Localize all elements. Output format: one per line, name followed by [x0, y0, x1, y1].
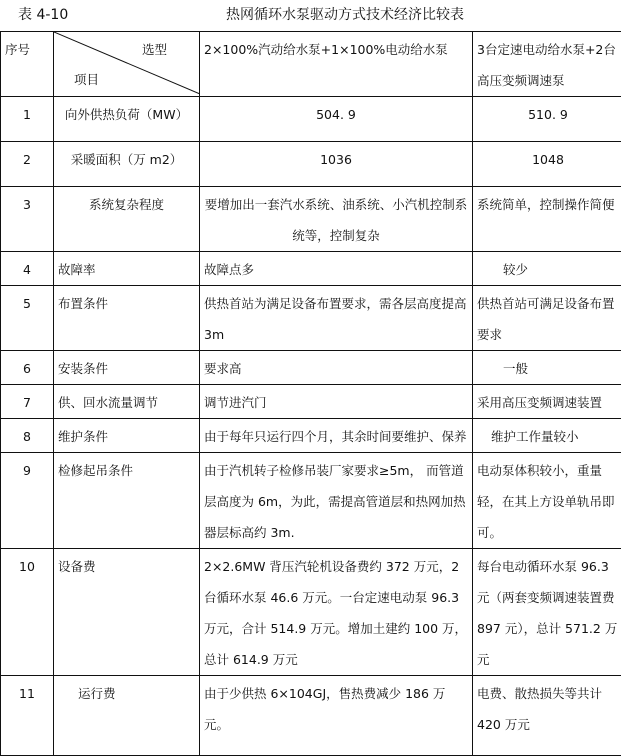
row-item: 安装条件 — [54, 351, 200, 385]
row-item: 故障率 — [54, 252, 200, 286]
table-title: 热网循环水泵驱动方式技术经济比较表 — [0, 4, 621, 24]
row-option-a: 调节进汽门 — [200, 385, 473, 419]
row-option-b: 电动泵体积较小，重量轻，在其上方设单轨吊即可。 — [473, 453, 621, 549]
row-option-a: 要求高 — [200, 351, 473, 385]
row-option-b: 每台电动循环水泵 96.3 元（两套变频调速装置费 897 元），总计 571.2 万元 — [473, 549, 621, 676]
row-option-a: 1036 — [200, 142, 473, 187]
row-option-a: 供热首站为满足设备布置要求，需各层高度提高3m — [200, 286, 473, 351]
row-no: 6 — [1, 351, 54, 385]
row-no: 1 — [1, 97, 54, 142]
table-number: 表 4-10 — [18, 4, 68, 24]
row-no: 7 — [1, 385, 54, 419]
table-row — [1, 419, 621, 453]
comparison-table — [0, 31, 621, 756]
table-row — [1, 385, 621, 419]
row-option-a: 2×2.6MW 背压汽轮机设备费约 372 万元，2 台循环水泵 46.6 万元。一台定速电动泵 96.3 万元，合计 514.9 万元。增加土建约 100 万，总计 614.9 万元 — [200, 549, 473, 676]
row-option-a: 由于每年只运行四个月，其余时间要维护、保养 — [200, 419, 473, 453]
row-option-a: 由于少供热 6×104GJ，售热费减少 186 万元。 — [200, 676, 473, 756]
row-option-a: 由于汽机转子检修吊装厂家要求≥5m， 而管道层高度为 6m，为此，需提高管道层和热网加热器层标高约 3m. — [200, 453, 473, 549]
table-row — [1, 351, 621, 385]
row-option-b: 采用高压变频调速装置 — [473, 385, 621, 419]
row-option-b: 1048 — [473, 142, 621, 187]
table-row — [1, 252, 621, 286]
header-diagonal-cell — [54, 32, 200, 97]
table-row — [1, 453, 621, 549]
row-item: 向外供热负荷（MW） — [54, 97, 200, 142]
row-item: 布置条件 — [54, 286, 200, 351]
table-row — [1, 676, 621, 756]
header-option-b: 3台定速电动给水泵+2台高压变频调速泵 — [473, 32, 621, 97]
table-row — [1, 142, 621, 187]
row-option-b: 较少 — [473, 252, 621, 286]
row-option-a: 要增加出一套汽水系统、油系统、小汽机控制系统等，控制复杂 — [200, 187, 473, 252]
table-row — [1, 286, 621, 351]
row-option-b: 510. 9 — [473, 97, 621, 142]
row-no: 10 — [1, 549, 54, 676]
row-no: 5 — [1, 286, 54, 351]
header-option-a: 2×100%汽动给水泵+1×100%电动给水泵 — [200, 32, 473, 97]
row-no: 2 — [1, 142, 54, 187]
row-item: 检修起吊条件 — [54, 453, 200, 549]
table-row — [1, 549, 621, 676]
row-option-b: 维护工作量较小 — [473, 419, 621, 453]
row-option-b: 一般 — [473, 351, 621, 385]
row-option-a: 504. 9 — [200, 97, 473, 142]
table-row — [1, 97, 621, 142]
row-item: 采暖面积（万 m2） — [54, 142, 200, 187]
row-option-a: 故障点多 — [200, 252, 473, 286]
row-item: 设备费 — [54, 549, 200, 676]
row-item: 运行费 — [54, 676, 200, 756]
row-no: 4 — [1, 252, 54, 286]
row-no: 11 — [1, 676, 54, 756]
table-row — [1, 187, 621, 252]
header-row — [1, 32, 621, 97]
header-item-label: 项目 — [74, 64, 99, 95]
row-item: 系统复杂程度 — [54, 187, 200, 252]
row-no: 3 — [1, 187, 54, 252]
row-item: 维护条件 — [54, 419, 200, 453]
row-no: 8 — [1, 419, 54, 453]
row-no: 9 — [1, 453, 54, 549]
row-item: 供、回水流量调节 — [54, 385, 200, 419]
row-option-b: 电费、散热损失等共计 420 万元 — [473, 676, 621, 756]
row-option-b: 供热首站可满足设备布置要求 — [473, 286, 621, 351]
row-option-b: 系统简单，控制操作简便 — [473, 187, 621, 252]
header-index: 序号 — [1, 32, 54, 97]
header-option-label: 选型 — [142, 34, 167, 65]
